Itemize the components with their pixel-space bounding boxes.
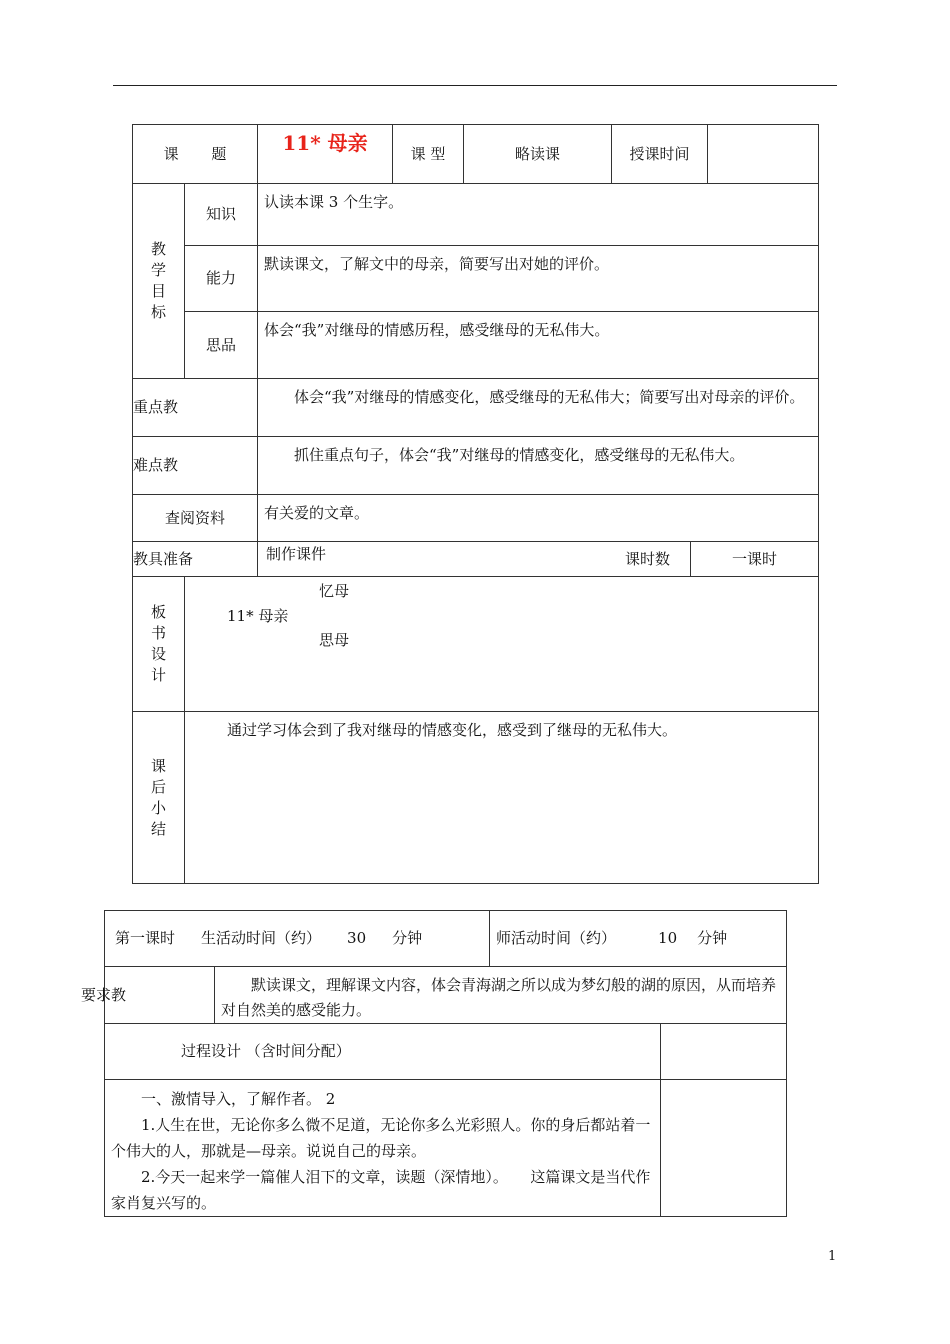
periods-label: 课时数 bbox=[624, 550, 670, 568]
teacher-minutes: 10 bbox=[658, 929, 678, 947]
summary-text: 通过学习体会到了我对继母的情感变化，感受到了继母的无私伟大。 bbox=[185, 712, 819, 884]
page-number: 1 bbox=[828, 1249, 837, 1264]
reference-text: 有关爱的文章。 bbox=[258, 495, 819, 542]
prep-cell bbox=[258, 542, 691, 577]
knowledge-row bbox=[133, 184, 819, 246]
process-body bbox=[105, 1080, 661, 1217]
board-item-2: 思母 bbox=[319, 631, 350, 649]
student-minutes: 30 bbox=[347, 929, 367, 947]
board-item-1: 忆母 bbox=[319, 582, 350, 600]
knowledge-label: 知识 bbox=[185, 184, 258, 246]
process-body-notes bbox=[661, 1080, 787, 1217]
reference-row bbox=[133, 495, 819, 542]
process-header-row bbox=[105, 1024, 787, 1080]
process-header-cell bbox=[105, 1024, 661, 1080]
board-content bbox=[185, 577, 819, 712]
requirements-text: 默读课文，理解课文内容，体会青海湖之所以成为梦幻般的湖的原因，从而培养对自然美的感受能力。 bbox=[215, 967, 787, 1024]
board-label: 板书设计 bbox=[151, 603, 167, 684]
summary-label-cell bbox=[133, 712, 185, 884]
time-value bbox=[708, 125, 819, 184]
difficulty-label: 难点教 bbox=[133, 437, 258, 495]
teacher-minutes-unit: 分钟 bbox=[697, 929, 728, 947]
virtue-label: 思品 bbox=[185, 312, 258, 379]
objectives-label: 教学目标 bbox=[151, 240, 167, 321]
step-1-2: 2.今天一起来学一篇催人泪下的文章，读题（深情地）。 这篇课文是当代作家肖复兴写的。 bbox=[111, 1168, 651, 1212]
process-notes-cell bbox=[661, 1024, 787, 1080]
period-header-row bbox=[105, 911, 787, 967]
period-label: 第一课时 bbox=[115, 929, 176, 947]
board-row bbox=[133, 577, 819, 712]
teacher-time-label: 师活动时间（约） bbox=[496, 929, 617, 947]
topic-label: 课 题 bbox=[133, 125, 258, 184]
process-note: （含时间分配） bbox=[245, 1042, 351, 1060]
ability-row bbox=[133, 246, 819, 312]
difficulty-text: 抓住重点句子，体会“我”对继母的情感变化，感受继母的无私伟大。 bbox=[258, 437, 819, 495]
board-label-cell bbox=[133, 577, 185, 712]
focus-label: 重点教 bbox=[133, 379, 258, 437]
lesson-title: 11* 母亲 bbox=[258, 125, 393, 184]
title-row bbox=[133, 125, 819, 184]
periods-value: 一课时 bbox=[691, 542, 819, 577]
virtue-text: 体会“我”对继母的情感历程，感受继母的无私伟大。 bbox=[258, 312, 819, 379]
focus-row bbox=[133, 379, 819, 437]
process-body-row bbox=[105, 1080, 787, 1217]
type-value: 略读课 bbox=[464, 125, 612, 184]
type-label: 课 型 bbox=[393, 125, 464, 184]
period-table bbox=[81, 910, 787, 1217]
step-1-1: 1.人生在世，无论你多么微不足道，无论你多么光彩照人。你的身后都站着一个伟大的人，那就是—母亲。说说自己的母亲。 bbox=[111, 1116, 651, 1160]
board-title: 11* 母亲 bbox=[227, 607, 289, 625]
time-label: 授课时间 bbox=[612, 125, 708, 184]
summary-row bbox=[133, 712, 819, 884]
summary-label: 课后小结 bbox=[151, 756, 167, 838]
prep-text: 制作课件 bbox=[266, 545, 327, 563]
reference-label: 查阅资料 bbox=[133, 495, 258, 542]
difficulty-row bbox=[133, 437, 819, 495]
ability-label: 能力 bbox=[185, 246, 258, 312]
objectives-cell bbox=[133, 184, 185, 379]
lesson-plan-table bbox=[132, 124, 819, 884]
process-label: 过程设计 bbox=[181, 1042, 242, 1060]
student-time-label: 生活动时间（约） bbox=[201, 929, 322, 947]
focus-text: 体会“我”对继母的情感变化，感受继母的无私伟大；简要写出对母亲的评价。 bbox=[258, 379, 819, 437]
prep-row bbox=[133, 542, 819, 577]
header-rule bbox=[113, 85, 837, 86]
period-teacher-cell bbox=[490, 911, 787, 967]
period-student-cell bbox=[105, 911, 490, 967]
virtue-row bbox=[133, 312, 819, 379]
knowledge-text: 认读本课 3 个生字。 bbox=[258, 184, 819, 246]
step-1: 一、激情导入，了解作者。 2 bbox=[141, 1090, 336, 1108]
student-minutes-unit: 分钟 bbox=[392, 929, 423, 947]
requirements-row bbox=[105, 967, 787, 1024]
ability-text: 默读课文，了解文中的母亲，简要写出对她的评价。 bbox=[258, 246, 819, 312]
prep-label: 教具准备 bbox=[133, 542, 258, 577]
requirements-label: 要求教 bbox=[105, 967, 215, 1024]
